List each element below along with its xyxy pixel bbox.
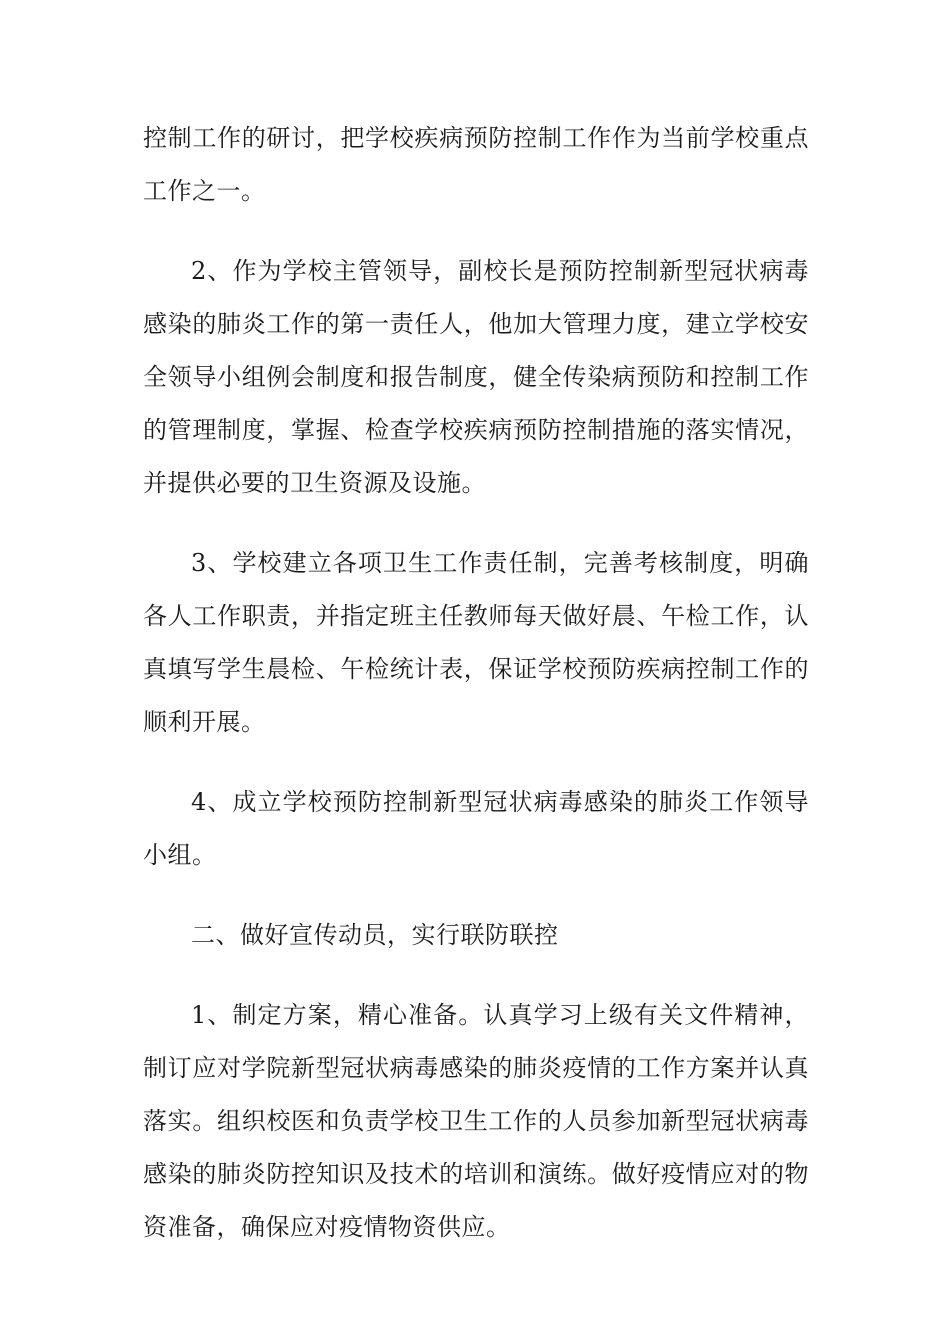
paragraph-item-2: 2、作为学校主管领导，副校长是预防控制新型冠状病毒感染的肺炎工作的第一责任人，他加大管理力度，建立学校安全领导小组例会制度和报告制度，健全传染病预防和控制工作的管理制度，掌握、检查学校疾病预防控制措施的落实情况，并提供必要的卫生资源及设施。 [143,257,809,497]
paragraph-item-4: 4、成立学校预防控制新型冠状病毒感染的肺炎工作领导小组。 [143,788,809,869]
paragraph-continuation: 控制工作的研讨，把学校疾病预防控制工作作为当前学校重点工作之一。 [143,124,809,205]
paragraph-section-2-item-1: 1、制定方案，精心准备。认真学习上级有关文件精神，制订应对学院新型冠状病毒感染的肺炎疫情的工作方案并认真落实。组织校医和负责学校卫生工作的人员参加新型冠状病毒感染的肺炎防控知识及技术的培训和演练。做好疫情应对的物资准备，确保应对疫情物资供应。 [143,1001,809,1241]
document-body [143,112,809,1281]
paragraph-item-3: 3、学校建立各项卫生工作责任制，完善考核制度，明确各人工作职责，并指定班主任教师每天做好晨、午检工作，认真填写学生晨检、午检统计表，保证学校预防疾病控制工作的顺利开展。 [143,549,809,736]
section-heading-2: 二、做好宣传动员，实行联防联控 [191,921,559,949]
